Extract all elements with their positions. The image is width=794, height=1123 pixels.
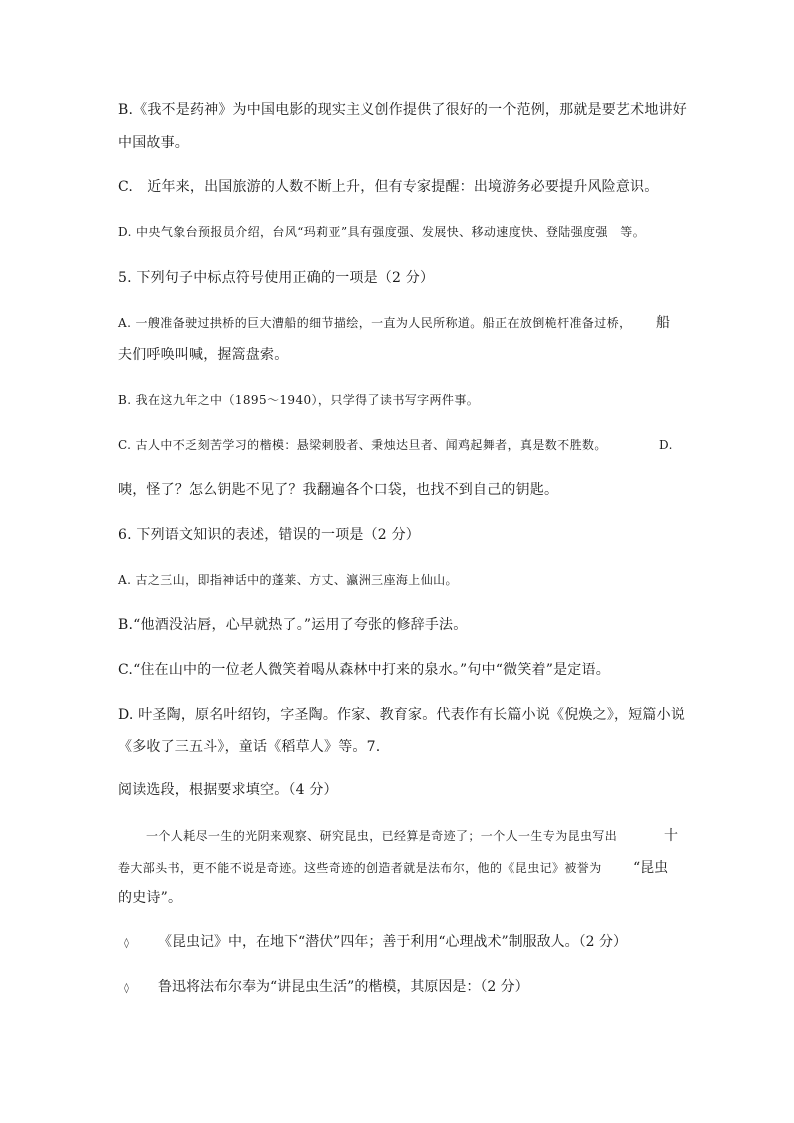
q5-option-d-label: D. xyxy=(659,438,673,452)
q7-item-1-text: 《昆虫记》中，在地下“潜伏”四年；善于利用“心理战术”制服敌人。（2 分） xyxy=(158,934,627,950)
q6-option-a: A. 古之三山，即指神话中的蓬莱、方丈、瀛洲三座海上仙山。 xyxy=(118,573,458,587)
q6-option-b: B.“他酒没沾唇，心早就热了。”运用了夸张的修辞手法。 xyxy=(118,617,468,633)
option-c-text: C. 近年来，出国旅游的人数不断上升，但有专家提醒：出境游务必要提升风险意识。 xyxy=(118,179,659,195)
bullet-marker-icon: ◊ xyxy=(124,938,129,949)
passage-line2: 卷大部头书，更不能不说是奇迹。这些奇迹的创造者就是法布尔，他的《昆虫记》被誉为 xyxy=(118,861,602,875)
passage-line3: 的史诗”。 xyxy=(118,890,183,906)
q5-option-a-line2: 夫们呼唤叫喊，握篙盘索。 xyxy=(118,347,289,363)
q7-item-2-text: 鲁迅将法布尔奉为“讲昆虫生活”的楷模，其原因是：（2 分） xyxy=(158,979,529,995)
q5-option-a-line1: A. 一艘准备驶过拱桥的巨大漕船的细节描绘，一直为人民所称道。船正在放倒桅杆准备过桥， xyxy=(118,316,632,330)
q5-option-d-text: 咦，怪了？怎么钥匙不见了？我翻遍各个口袋，也找不到自己的钥匙。 xyxy=(118,482,559,498)
passage-line1-end: 十 xyxy=(664,828,678,844)
q7-item-2 xyxy=(124,977,529,999)
q5-option-c: C. 古人中不乏刻苦学习的楷模：悬梁刺股者、秉烛达旦者、闻鸡起舞者，真是数不胜数。 xyxy=(118,438,607,452)
passage-line1: 一个人耗尽一生的光阴来观察、研究昆虫，已经算是奇迹了；一个人一生专为昆虫写出 xyxy=(146,829,618,843)
passage-line2-end: “昆虫 xyxy=(633,860,669,876)
q5-option-b: B. 我在这九年之中（1895～1940），只学得了读书写字两件事。 xyxy=(118,393,480,407)
q7-item-1 xyxy=(124,932,627,954)
q6-option-d-line2: 《多收了三五斗》，童话《稻草人》等。7. xyxy=(118,739,381,755)
question-6-title: 6. 下列语文知识的表述，错误的一项是（2 分） xyxy=(118,527,420,543)
question-7-title: 阅读选段，根据要求填空。（4 分） xyxy=(118,782,338,798)
bullet-marker-icon: ◊ xyxy=(124,983,129,994)
q6-option-c: C.“住在山中的一位老人微笑着喝从森林中打来的泉水。”句中“微笑着”是定语。 xyxy=(118,662,610,678)
option-b-text-line1: B.《我不是药神》为中国电影的现实主义创作提供了很好的一个范例，那就是要艺术地讲好 xyxy=(118,102,687,118)
option-b-text-line2: 中国故事。 xyxy=(118,135,189,151)
q6-option-d-line1: D. 叶圣陶，原名叶绍钧，字圣陶。作家、教育家。代表作有长篇小说《倪焕之》，短篇小说 xyxy=(118,707,686,723)
q5-option-a-line1-end: 船 xyxy=(656,315,670,331)
question-5-title: 5. 下列句子中标点符号使用正确的一项是（2 分） xyxy=(118,270,435,286)
option-d-text: D. 中央气象台预报员介绍，台风“玛莉亚”具有强度强、发展快、移动速度快、登陆强度强 等。 xyxy=(118,225,646,239)
